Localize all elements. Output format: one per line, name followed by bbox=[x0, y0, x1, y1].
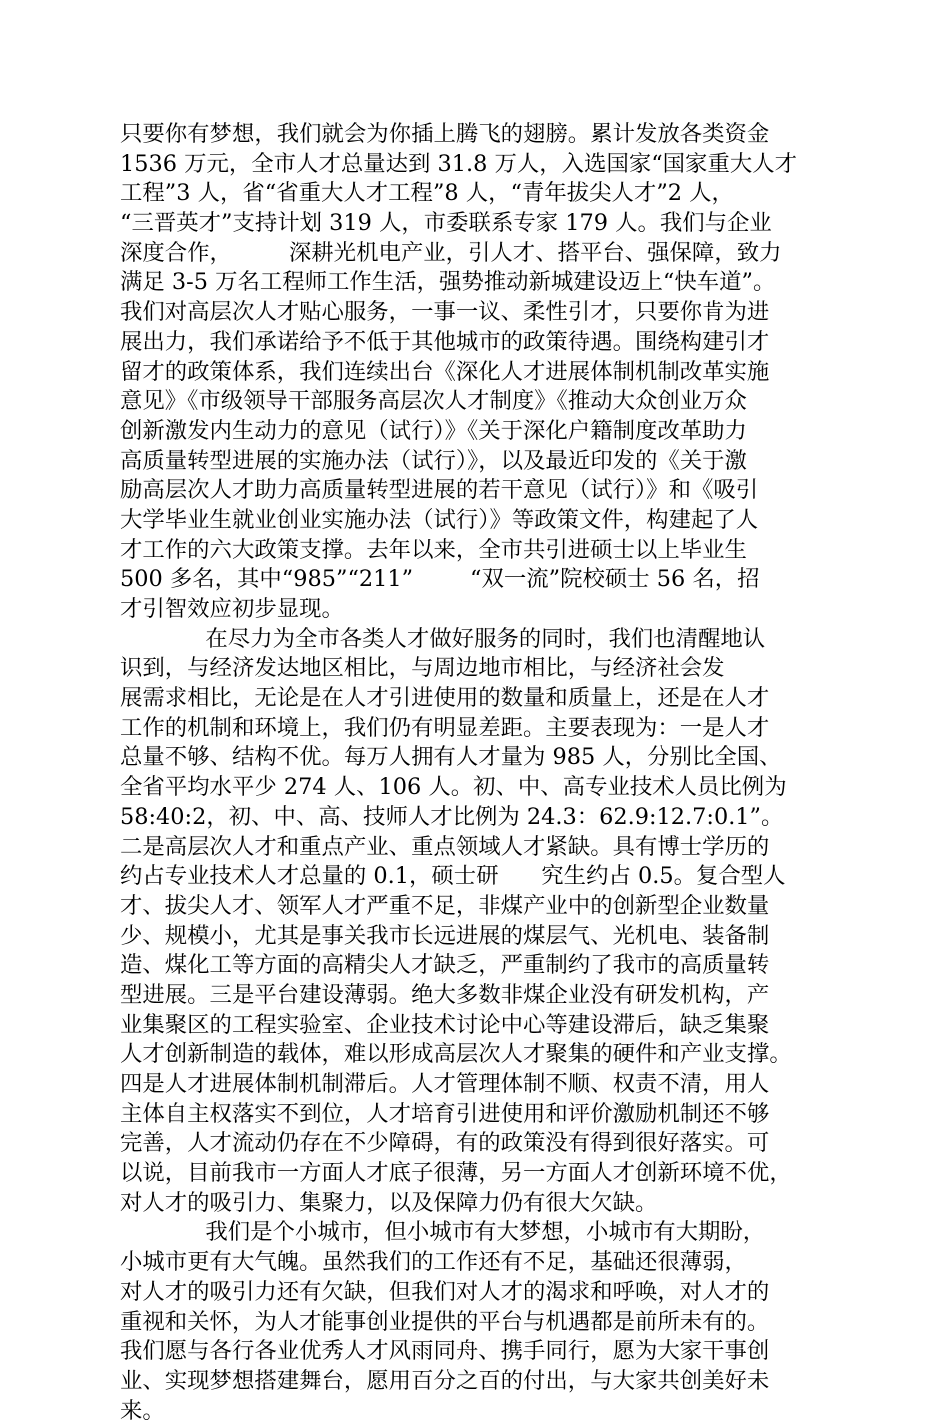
text-line: 只要你有梦想，我们就会为你插上腾飞的翅膀。累计发放各类资金 bbox=[120, 121, 770, 147]
text-line: 人才创新制造的载体，难以形成高层次人才聚集的硬件和产业支撑。 bbox=[120, 1041, 792, 1068]
text-line: 500 多名，其中“985”“211” “双一流”院校硕士 56 名，招 bbox=[120, 566, 760, 593]
text-line: 业、实现梦想搭建舞台，愿用百分之百的付出，与大家共创美好未 bbox=[120, 1367, 770, 1394]
text-line: 四是人才进展体制机制滞后。人才管理体制不顺、权责不清，用人 bbox=[120, 1071, 770, 1097]
text-line: 重视和关怀，为人才能事创业提供的平台与机遇都是前所未有的。 bbox=[120, 1308, 770, 1335]
text-line: 对人才的吸引力、集聚力，以及保障力仍有很大欠缺。 bbox=[120, 1189, 658, 1216]
text-line: 高质量转型进展的实施办法（试行）》，以及最近印发的《关于激 bbox=[120, 447, 747, 474]
text-line: “三晋英才”支持计划 319 人，市委联系专家 179 人。我们与企业 bbox=[120, 210, 772, 237]
text-line: 才工作的六大政策支撑。去年以来，全市共引进硕士以上毕业生 bbox=[120, 536, 747, 563]
text-line: 以说，目前我市一方面人才底子很薄，另一方面人才创新环境不优， bbox=[120, 1160, 792, 1187]
text-line: 展需求相比，无论是在人才引进使用的数量和质量上，还是在人才 bbox=[120, 685, 770, 712]
text-line: 全省平均水平少 274 人、106 人。初、中、高专业技术人员比例为 bbox=[120, 774, 787, 801]
text-line: 励高层次人才助力高质量转型进展的若干意见（试行）》和《吸引 bbox=[120, 477, 759, 504]
text-line: 识到，与经济发达地区相比，与周边地市相比，与经济社会发 bbox=[120, 655, 725, 682]
text-line: 造、煤化工等方面的高精尖人才缺乏，严重制约了我市的高质量转 bbox=[120, 952, 770, 979]
text-line: 意见》《市级领导干部服务高层次人才制度》《推动大众创业万众 bbox=[120, 388, 747, 415]
text-line: 型进展。三是平台建设薄弱。绝大多数非煤企业没有研发机构，产 bbox=[120, 981, 770, 1008]
text-line: 小城市更有大气魄。虽然我们的工作还有不足，基础还很薄弱， bbox=[120, 1249, 747, 1276]
text-line: 我们愿与各行各业优秀人才风雨同舟、携手同行，愿为大家干事创 bbox=[120, 1338, 770, 1365]
text-line: 工程”3 人，省“省重大人才工程”8 人，“青年拔尖人才”2 人， bbox=[120, 180, 734, 207]
text-line: 主体自主权落实不到位，人才培育引进使用和评价激励机制还不够 bbox=[120, 1100, 770, 1127]
text-line: 我们对高层次人才贴心服务，一事一议、柔性引才，只要你肯为进 bbox=[120, 299, 770, 326]
text-line: 满足 3-5 万名工程师工作生活，强势推动新城建设迈上“快车道”。 bbox=[120, 269, 776, 296]
text-line: 来。 bbox=[120, 1397, 165, 1424]
text-line: 大学毕业生就业创业实施办法（试行）》等政策文件，构建起了人 bbox=[120, 506, 759, 533]
text-line: 二是高层次人才和重点产业、重点领域人才紧缺。具有博士学历的 bbox=[120, 833, 770, 860]
text-line: 创新激发内生动力的意见（试行）》《关于深化户籍制度改革助力 bbox=[120, 417, 747, 444]
text-line: 工作的机制和环境上，我们仍有明显差距。主要表现为：一是人才 bbox=[120, 714, 770, 741]
text-line: 业集聚区的工程实验室、企业技术讨论中心等建设滞后，缺乏集聚 bbox=[120, 1011, 770, 1038]
text-line: 约占专业技术人才总量的 0.1，硕士研 究生约占 0.5。复合型人 bbox=[120, 863, 786, 890]
text-line: 少、规模小，尤其是事关我市长远进展的煤层气、光机电、装备制 bbox=[120, 922, 770, 949]
text-line: 在尽力为全市各类人才做好服务的同时，我们也清醒地认 bbox=[120, 625, 766, 652]
text-line: 才引智效应初步显现。 bbox=[120, 596, 344, 622]
text-line: 58:40:2，初、中、高、技师人才比例为 24.3：62.9:12.7:0.1”。 bbox=[120, 803, 784, 830]
text-line: 总量不够、结构不优。每万人拥有人才量为 985 人，分别比全国、 bbox=[120, 744, 782, 771]
text-line: 完善，人才流动仍存在不少障碍，有的政策没有得到很好落实。可 bbox=[120, 1130, 770, 1157]
text-line: 对人才的吸引力还有欠缺，但我们对人才的渴求和呼唤，对人才的 bbox=[120, 1278, 770, 1305]
document-body bbox=[120, 120, 838, 1426]
text-line: 1536 万元，全市人才总量达到 31.8 万人，入选国家“国家重大人才 bbox=[120, 150, 798, 177]
text-line: 留才的政策体系，我们连续出台《深化人才进展体制机制改革实施 bbox=[120, 358, 770, 385]
text-line: 展出力，我们承诺给予不低于其他城市的政策待遇。围绕构建引才 bbox=[120, 328, 770, 355]
text-line: 深度合作， 深耕光机电产业，引人才、搭平台、强保障，致力 bbox=[120, 239, 782, 266]
text-line: 我们是个小城市，但小城市有大梦想，小城市有大期盼， bbox=[120, 1219, 766, 1246]
text-line: 才、拔尖人才、领军人才严重不足，非煤产业中的创新型企业数量 bbox=[120, 892, 770, 919]
